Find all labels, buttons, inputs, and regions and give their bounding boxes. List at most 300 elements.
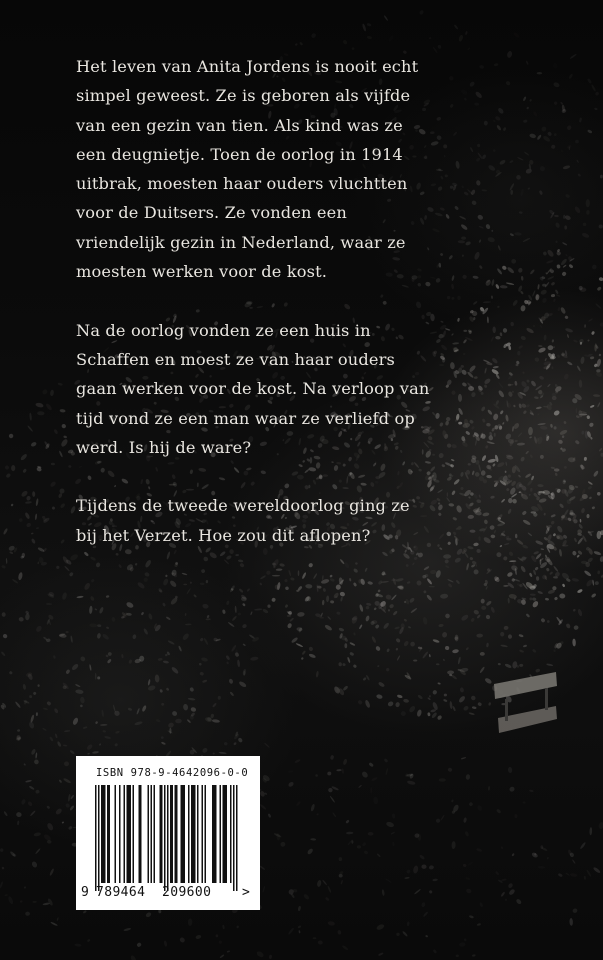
leaf-speck	[349, 642, 355, 646]
leaf-speck	[450, 185, 454, 189]
leaf-speck	[102, 730, 106, 733]
leaf-speck	[327, 921, 335, 926]
leaf-speck	[508, 786, 515, 793]
leaf-speck	[327, 886, 332, 894]
leaf-speck	[90, 595, 95, 601]
leaf-speck	[577, 537, 584, 545]
leaf-speck	[236, 925, 239, 928]
leaf-speck	[368, 762, 374, 767]
leaf-speck	[65, 631, 68, 633]
leaf-speck	[538, 347, 547, 354]
leaf-speck	[463, 817, 467, 823]
leaf-speck	[587, 530, 593, 536]
barcode-bar	[215, 785, 217, 883]
leaf-speck	[550, 424, 553, 428]
leaf-speck	[365, 675, 370, 681]
leaf-speck	[419, 854, 426, 860]
leaf-speck	[106, 626, 110, 629]
leaf-speck	[492, 149, 496, 153]
leaf-speck	[295, 43, 299, 46]
leaf-speck	[97, 624, 101, 627]
leaf-speck	[458, 240, 466, 243]
leaf-speck	[147, 679, 150, 686]
leaf-speck	[487, 409, 493, 415]
leaf-speck	[460, 486, 464, 490]
leaf-speck	[347, 657, 351, 664]
leaf-speck	[446, 443, 451, 448]
leaf-speck	[377, 589, 381, 593]
leaf-speck	[158, 658, 163, 661]
leaf-speck	[477, 805, 483, 812]
leaf-speck	[385, 594, 391, 600]
leaf-speck	[491, 357, 498, 364]
leaf-speck	[459, 942, 466, 947]
leaf-speck	[454, 24, 459, 30]
leaf-speck	[199, 662, 202, 665]
barcode-bar	[101, 785, 103, 883]
leaf-speck	[568, 73, 573, 79]
leaf-speck	[373, 797, 378, 805]
barcode-bar	[181, 785, 183, 883]
leaf-speck	[471, 200, 477, 206]
leaf-speck	[179, 937, 186, 944]
leaf-speck	[378, 952, 384, 956]
leaf-speck	[472, 706, 477, 709]
leaf-speck	[468, 712, 474, 715]
leaf-speck	[477, 923, 481, 926]
leaf-speck	[588, 481, 594, 485]
leaf-speck	[599, 556, 603, 563]
leaf-speck	[447, 541, 451, 545]
leaf-speck	[494, 63, 499, 67]
leaf-speck	[551, 294, 556, 298]
leaf-speck	[567, 517, 572, 522]
leaf-speck	[113, 704, 116, 712]
leaf-speck	[237, 659, 241, 667]
leaf-speck	[219, 954, 224, 959]
leaf-speck	[114, 743, 118, 747]
leaf-speck	[454, 557, 462, 564]
leaf-speck	[458, 422, 462, 425]
leaf-speck	[187, 719, 192, 723]
leaf-speck	[437, 504, 443, 511]
leaf-speck	[557, 307, 560, 312]
barcode-bar	[109, 785, 111, 883]
leaf-speck	[496, 124, 502, 131]
leaf-speck	[421, 864, 426, 868]
leaf-speck	[371, 636, 377, 644]
leaf-speck	[490, 336, 494, 342]
leaf-speck	[323, 588, 327, 592]
leaf-speck	[327, 616, 331, 620]
leaf-speck	[465, 877, 470, 881]
leaf-speck	[567, 334, 570, 338]
leaf-speck	[396, 655, 400, 661]
barcode-bar	[191, 785, 193, 883]
leaf-speck	[5, 473, 11, 479]
leaf-speck	[46, 822, 54, 831]
leaf-speck	[462, 254, 464, 257]
leaf-speck	[4, 465, 10, 471]
leaf-speck	[89, 623, 97, 628]
leaf-speck	[2, 612, 6, 617]
leaf-speck	[597, 570, 600, 574]
leaf-speck	[342, 758, 347, 765]
leaf-speck	[21, 799, 27, 806]
leaf-speck	[269, 955, 272, 959]
leaf-speck	[547, 383, 551, 387]
leaf-speck	[491, 368, 500, 375]
leaf-speck	[482, 189, 488, 191]
leaf-speck	[482, 418, 486, 423]
leaf-speck	[35, 848, 41, 855]
leaf-speck	[2, 633, 8, 639]
leaf-speck	[545, 598, 549, 601]
leaf-speck	[448, 75, 454, 81]
leaf-speck	[469, 557, 473, 561]
leaf-speck	[63, 744, 68, 746]
barcode-bar	[98, 785, 100, 891]
leaf-speck	[404, 877, 409, 879]
barcode-bar	[154, 785, 156, 883]
leaf-speck	[431, 712, 438, 719]
leaf-speck	[426, 594, 433, 601]
barcode-bar	[176, 785, 178, 883]
leaf-speck	[141, 705, 147, 712]
leaf-speck	[183, 704, 189, 711]
leaf-speck	[488, 702, 491, 706]
leaf-speck	[429, 890, 433, 894]
leaf-speck	[378, 681, 386, 688]
leaf-speck	[376, 694, 383, 700]
leaf-speck	[429, 865, 435, 870]
leaf-speck	[107, 658, 112, 663]
leaf-speck	[30, 810, 36, 816]
leaf-speck	[527, 532, 532, 537]
leaf-speck	[504, 663, 512, 669]
leaf-speck	[162, 602, 166, 607]
leaf-speck	[438, 512, 442, 516]
leaf-speck	[459, 687, 464, 693]
leaf-speck	[61, 423, 67, 429]
leaf-speck	[87, 939, 91, 943]
leaf-speck	[500, 285, 508, 289]
leaf-speck	[528, 294, 533, 301]
leaf-speck	[594, 343, 597, 351]
leaf-speck	[438, 452, 445, 459]
leaf-speck	[560, 258, 568, 266]
leaf-speck	[330, 600, 334, 604]
leaf-speck	[565, 623, 571, 629]
leaf-speck	[365, 615, 370, 622]
leaf-speck	[338, 627, 344, 632]
leaf-speck	[70, 635, 73, 643]
leaf-speck	[465, 430, 471, 435]
leaf-speck	[538, 498, 546, 504]
leaf-speck	[499, 332, 502, 336]
leaf-speck	[505, 471, 507, 473]
leaf-speck	[218, 696, 221, 700]
leaf-speck	[365, 606, 369, 610]
leaf-speck	[130, 955, 137, 960]
leaf-speck	[476, 180, 481, 186]
leaf-speck	[238, 588, 243, 593]
leaf-speck	[317, 880, 322, 887]
leaf-speck	[271, 597, 276, 602]
leaf-speck	[522, 371, 525, 374]
leaf-speck	[202, 603, 209, 609]
leaf-speck	[508, 767, 513, 773]
leaf-speck	[432, 878, 438, 881]
leaf-speck	[357, 845, 361, 849]
leaf-speck	[594, 107, 598, 110]
leaf-speck	[24, 512, 30, 520]
leaf-speck	[22, 684, 26, 690]
leaf-speck	[598, 822, 603, 830]
leaf-speck	[520, 189, 524, 197]
leaf-speck	[501, 265, 507, 271]
leaf-speck	[37, 411, 45, 415]
leaf-speck	[429, 37, 432, 40]
leaf-speck	[193, 594, 197, 598]
leaf-speck	[228, 621, 235, 627]
leaf-speck	[556, 250, 562, 256]
leaf-speck	[95, 721, 98, 725]
leaf-speck	[92, 751, 99, 754]
leaf-speck	[501, 878, 507, 881]
leaf-speck	[439, 778, 446, 781]
leaf-speck	[551, 281, 556, 286]
leaf-speck	[525, 450, 529, 454]
leaf-speck	[229, 691, 234, 696]
leaf-speck	[79, 656, 86, 663]
leaf-speck	[525, 613, 530, 618]
isbn-label: ISBN 978-9-4642096-0-0	[96, 767, 249, 779]
leaf-speck	[447, 767, 452, 772]
leaf-speck	[373, 607, 376, 611]
leaf-speck	[403, 698, 409, 703]
leaf-speck	[579, 842, 586, 850]
leaf-speck	[262, 886, 265, 893]
leaf-speck	[546, 567, 550, 571]
leaf-speck	[35, 625, 43, 633]
leaf-speck	[532, 649, 537, 654]
barcode-bar	[172, 785, 174, 883]
leaf-speck	[326, 595, 329, 602]
leaf-speck	[147, 685, 156, 692]
leaf-speck	[31, 861, 38, 869]
leaf-speck	[101, 709, 104, 717]
barcode-bar	[220, 785, 222, 883]
leaf-speck	[469, 915, 474, 919]
leaf-speck	[218, 940, 222, 944]
leaf-speck	[564, 466, 568, 470]
leaf-speck	[480, 406, 485, 412]
leaf-speck	[436, 116, 442, 121]
leaf-speck	[53, 655, 56, 659]
leaf-speck	[403, 618, 407, 622]
leaf-speck	[584, 457, 587, 461]
leaf-speck	[387, 701, 394, 708]
leaf-speck	[316, 671, 319, 678]
leaf-speck	[71, 663, 79, 671]
leaf-speck	[523, 119, 528, 123]
leaf-speck	[463, 353, 466, 355]
leaf-speck	[436, 663, 440, 665]
leaf-speck	[438, 624, 444, 628]
leaf-speck	[552, 62, 558, 69]
leaf-speck	[324, 624, 333, 632]
leaf-speck	[287, 615, 291, 617]
leaf-speck	[353, 582, 357, 587]
leaf-speck	[469, 419, 474, 424]
leaf-speck	[444, 613, 450, 619]
leaf-speck	[549, 571, 553, 575]
leaf-speck	[407, 780, 416, 785]
leaf-speck	[552, 533, 556, 537]
leaf-speck	[437, 544, 440, 547]
leaf-speck	[564, 315, 569, 320]
leaf-speck	[83, 726, 88, 729]
leaf-speck	[115, 730, 120, 733]
leaf-speck	[437, 682, 441, 685]
leaf-speck	[182, 632, 190, 641]
leaf-speck	[301, 650, 306, 655]
leaf-speck	[533, 325, 535, 327]
leaf-speck	[413, 660, 417, 662]
leaf-speck	[485, 614, 491, 620]
leaf-speck	[591, 506, 595, 510]
leaf-speck	[359, 624, 363, 629]
blurb-paragraph: Tijdens de tweede wereldoorlog ging ze bij het Verzet. Hoe zou dit aflopen?	[76, 496, 410, 545]
leaf-speck	[433, 949, 438, 954]
leaf-speck	[104, 736, 111, 740]
leaf-speck	[500, 891, 505, 897]
leaf-speck	[451, 296, 455, 300]
leaf-speck	[566, 125, 572, 131]
leaf-speck	[368, 832, 374, 836]
leaf-speck	[460, 472, 464, 478]
leaf-speck	[310, 838, 316, 841]
leaf-speck	[80, 696, 85, 703]
leaf-speck	[212, 702, 217, 707]
leaf-speck	[199, 671, 204, 676]
leaf-speck	[319, 617, 324, 619]
leaf-speck	[206, 618, 211, 620]
leaf-speck	[572, 859, 576, 864]
leaf-speck	[8, 433, 14, 439]
leaf-speck	[485, 600, 492, 606]
leaf-speck	[484, 121, 488, 126]
leaf-speck	[183, 584, 187, 586]
leaf-speck	[395, 648, 398, 651]
leaf-speck	[541, 847, 548, 852]
leaf-speck	[439, 422, 444, 427]
leaf-speck	[451, 390, 456, 395]
leaf-speck	[577, 173, 581, 177]
leaf-speck	[410, 641, 416, 647]
leaf-speck	[362, 842, 367, 847]
leaf-speck	[517, 442, 525, 445]
leaf-speck	[289, 617, 294, 622]
leaf-speck	[493, 530, 496, 534]
barcode-bar	[148, 785, 150, 883]
leaf-speck	[486, 643, 489, 648]
leaf-speck	[481, 455, 487, 462]
leaf-speck	[0, 881, 4, 889]
leaf-speck	[188, 697, 196, 700]
leaf-speck	[597, 402, 601, 408]
leaf-speck	[541, 297, 547, 304]
leaf-speck	[447, 579, 454, 583]
leaf-speck	[148, 613, 153, 620]
leaf-speck	[250, 656, 259, 661]
barcode-bar	[128, 785, 130, 883]
leaf-speck	[514, 440, 518, 443]
leaf-speck	[505, 462, 507, 467]
leaf-speck	[468, 802, 473, 807]
leaf-speck	[294, 759, 300, 764]
leaf-speck	[285, 586, 289, 590]
leaf-speck	[375, 645, 381, 651]
leaf-speck	[65, 803, 70, 809]
leaf-speck	[507, 474, 511, 478]
leaf-speck	[515, 174, 521, 180]
leaf-speck	[501, 846, 503, 849]
leaf-speck	[225, 655, 230, 661]
barcode-bar	[170, 785, 172, 883]
leaf-speck	[496, 552, 501, 557]
leaf-speck	[190, 706, 197, 712]
leaf-speck	[563, 373, 570, 380]
leaf-speck	[591, 593, 597, 599]
leaf-speck	[60, 503, 66, 509]
leaf-speck	[199, 637, 204, 642]
leaf-speck	[577, 609, 583, 617]
leaf-speck	[555, 222, 561, 229]
leaf-speck	[546, 857, 549, 860]
leaf-speck	[419, 10, 424, 16]
leaf-speck	[487, 458, 496, 463]
leaf-speck	[87, 752, 90, 754]
leaf-speck	[595, 303, 602, 309]
leaf-speck	[461, 236, 466, 239]
leaf-speck	[25, 501, 32, 504]
leaf-speck	[564, 215, 571, 221]
leaf-speck	[559, 593, 566, 599]
leaf-speck	[515, 898, 522, 905]
leaf-speck	[95, 673, 97, 680]
leaf-speck	[494, 433, 496, 437]
leaf-speck	[491, 295, 493, 299]
leaf-speck	[439, 207, 445, 212]
leaf-speck	[169, 580, 177, 588]
leaf-speck	[528, 427, 533, 436]
leaf-speck	[519, 649, 524, 653]
leaf-speck	[510, 564, 518, 571]
leaf-speck	[318, 940, 324, 945]
leaf-speck	[407, 581, 411, 584]
leaf-speck	[467, 546, 474, 550]
leaf-speck	[460, 223, 468, 230]
leaf-speck	[55, 807, 63, 815]
leaf-speck	[491, 230, 493, 232]
leaf-speck	[203, 637, 209, 645]
leaf-speck	[1, 565, 6, 570]
leaf-speck	[508, 888, 516, 896]
leaf-speck	[524, 151, 530, 156]
leaf-speck	[461, 185, 464, 188]
